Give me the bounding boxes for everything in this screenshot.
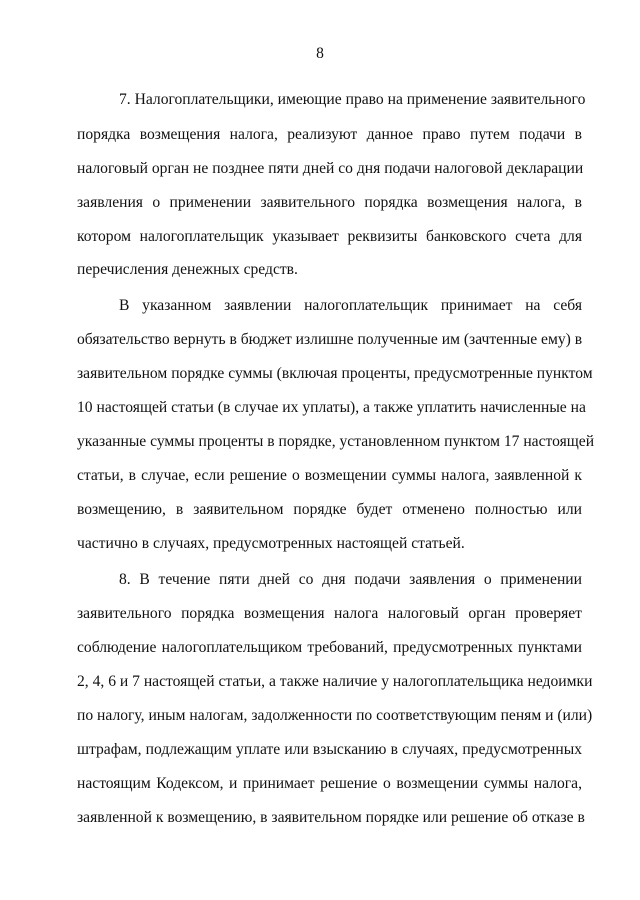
text-line: 2, 4, 6 и 7 настоящей статьи, а также наличие у налогоплательщика недоимки	[77, 673, 593, 690]
text-line: 8. В течение пяти дней со дня подачи заявления о применении	[119, 571, 582, 588]
text-line: котором налогоплательщик указывает реквизиты банковского счета для	[77, 228, 582, 245]
text-line: штрафам, подлежащим уплате или взысканию в случаях, предусмотренных	[77, 741, 582, 758]
text-line: налоговый орган не позднее пяти дней со дня подачи налоговой декларации	[77, 160, 584, 177]
text-line: настоящим Кодексом, и принимает решение о возмещении суммы налога,	[77, 775, 582, 792]
text-line: заявленной к возмещению, в заявительном порядке или решение об отказе в	[77, 809, 585, 826]
text-line: заявительном порядке суммы (включая проценты, предусмотренные пунктом	[77, 365, 593, 382]
text-line: 10 настоящей статьи (в случае их уплаты), а также уплатить начисленные на	[77, 399, 586, 416]
text-line: перечисления денежных средств.	[77, 261, 298, 278]
page-number: 8	[316, 45, 324, 62]
text-line: статьи, в случае, если решение о возмещении суммы налога, заявленной к	[77, 467, 582, 484]
text-line: указанные суммы проценты в порядке, установленном пунктом 17 настоящей	[77, 433, 595, 450]
text-line: 7. Налогоплательщики, имеющие право на применение заявительного	[119, 91, 586, 108]
text-line: возмещению, в заявительном порядке будет отменено полностью или	[77, 501, 582, 518]
text-line: заявления о применении заявительного порядка возмещения налога, в	[77, 194, 582, 211]
text-line: соблюдение налогоплательщиком требований, предусмотренных пунктами	[77, 639, 582, 656]
text-line: по налогу, иным налогам, задолженности по соответствующим пеням и (или)	[77, 707, 593, 724]
text-line: частично в случаях, предусмотренных настоящей статьей.	[77, 535, 465, 552]
text-line: обязательство вернуть в бюджет излишне полученные им (зачтенные ему) в	[77, 331, 583, 348]
text-line: порядка возмещения налога, реализуют данное право путем подачи в	[77, 126, 582, 143]
text-line: В указанном заявлении налогоплательщик принимает на себя	[119, 297, 582, 314]
text-line: заявительного порядка возмещения налога налоговый орган проверяет	[77, 605, 582, 622]
